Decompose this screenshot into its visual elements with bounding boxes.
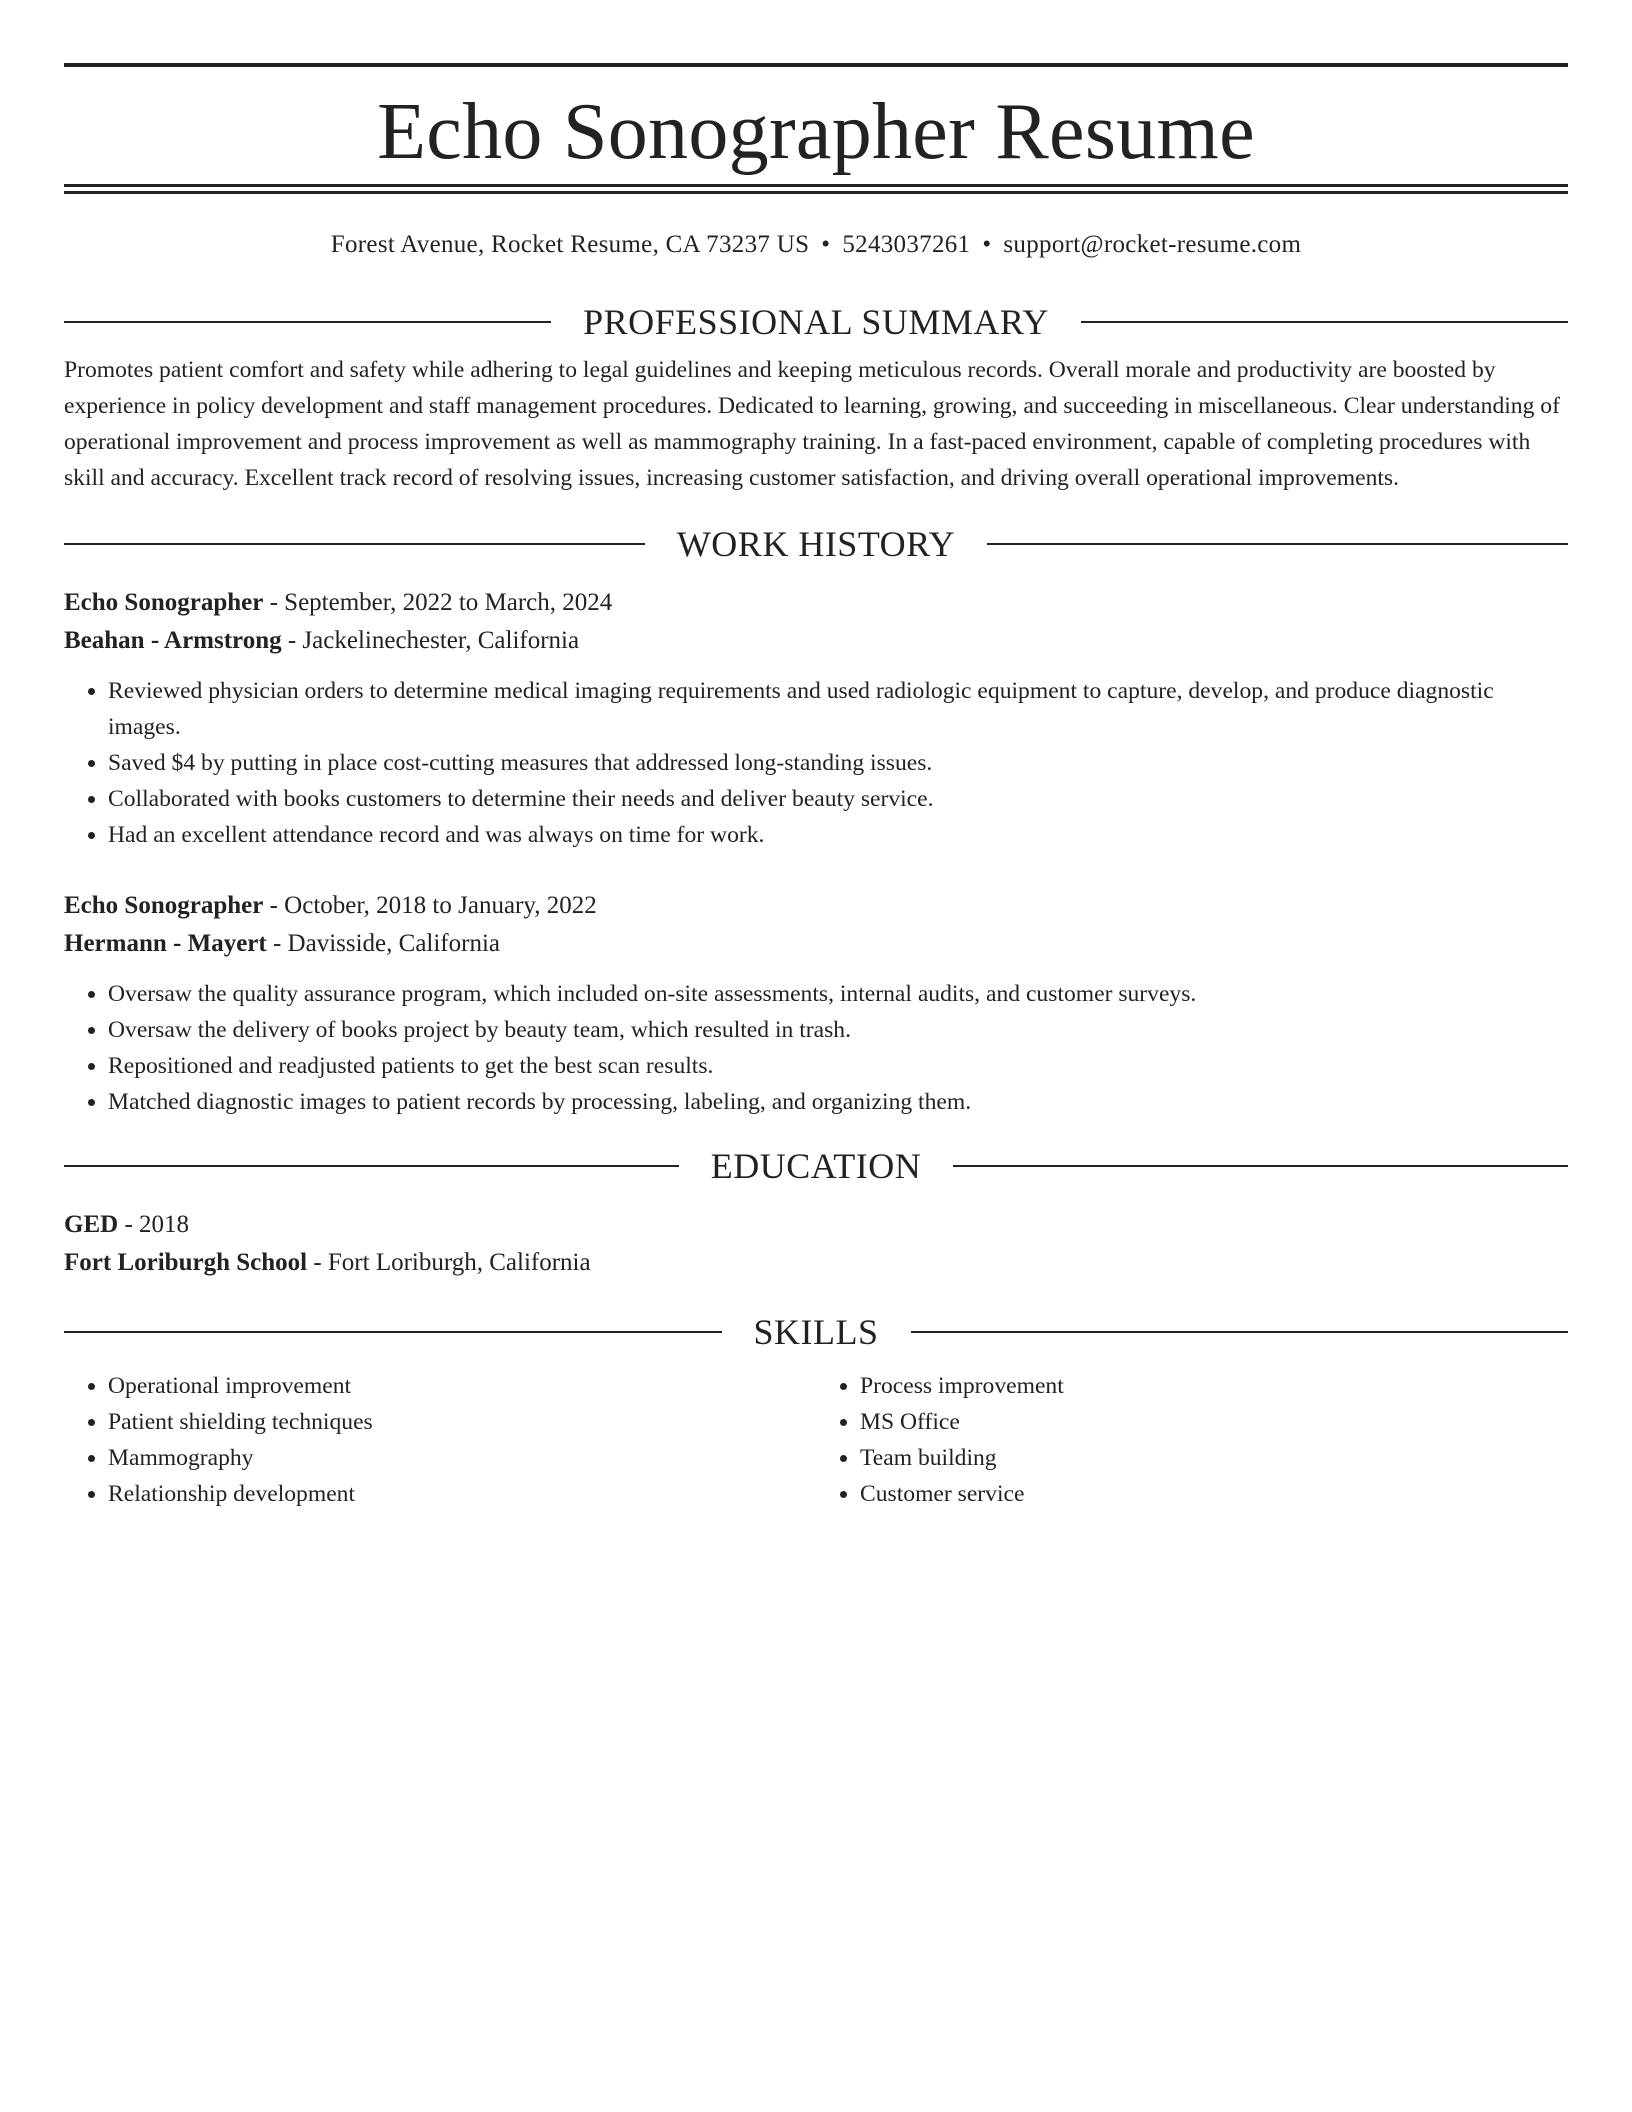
job-bullet: • Collaborated with books customers to determine their needs and deliver beauty service. <box>108 781 1568 817</box>
heading-rule-left <box>64 1331 722 1333</box>
skill-item: • Relationship development <box>108 1476 816 1512</box>
job-entry <box>64 584 1568 853</box>
skill-item: • Mammography <box>108 1440 816 1476</box>
job-location: - Jackelinechester, California <box>281 627 580 654</box>
job-title-line <box>64 584 1568 622</box>
skills-list <box>64 1368 1568 1512</box>
work-history-heading-label: WORK HISTORY <box>676 524 956 564</box>
heading-rule-left <box>64 321 551 323</box>
skill-item: • Patient shielding techniques <box>108 1404 816 1440</box>
skill-item: • Team building <box>860 1440 1568 1476</box>
resume-title: Echo Sonographer Resume <box>377 88 1255 176</box>
skills-heading-label: SKILLS <box>753 1312 879 1352</box>
job-company: Beahan - Armstrong <box>64 627 282 654</box>
contact-line <box>64 230 1568 260</box>
education-year: - 2018 <box>118 1211 190 1238</box>
job-title: Echo Sonographer <box>64 589 264 616</box>
job-dates: - September, 2022 to March, 2024 <box>263 589 613 616</box>
job-bullet: • Had an excellent attendance record and was always on time for work. <box>108 817 1568 853</box>
heading-rule-left <box>64 1165 679 1167</box>
job-company-line <box>64 622 1568 660</box>
education-entry <box>64 1206 1568 1282</box>
work-history-heading <box>64 522 1568 566</box>
job-bullet: • Oversaw the quality assurance program, which included on-site assessments, internal audits, and customer surveys. <box>108 976 1568 1012</box>
contact-phone: 5243037261 <box>842 231 971 258</box>
heading-rule-right <box>911 1331 1569 1333</box>
education-school-line <box>64 1244 1568 1282</box>
education-school: Fort Loriburgh School <box>64 1249 308 1276</box>
contact-separator: • <box>821 231 831 258</box>
job-company-line <box>64 925 1568 963</box>
skill-item: • Operational improvement <box>108 1368 816 1404</box>
skills-heading <box>64 1310 1568 1354</box>
job-title: Echo Sonographer <box>64 892 264 919</box>
heading-rule-left <box>64 543 645 545</box>
job-dates: - October, 2018 to January, 2022 <box>263 892 597 919</box>
heading-rule-right <box>1081 321 1568 323</box>
job-company: Hermann - Mayert <box>64 930 267 957</box>
contact-email: support@rocket-resume.com <box>1003 231 1302 258</box>
education-degree: GED <box>64 1211 119 1238</box>
job-bullet: • Oversaw the delivery of books project by beauty team, which resulted in trash. <box>108 1012 1568 1048</box>
job-location: - Davisside, California <box>266 930 500 957</box>
skills-column-left <box>64 1368 816 1512</box>
job-bullets <box>64 673 1568 853</box>
summary-heading-label: PROFESSIONAL SUMMARY <box>583 302 1049 342</box>
skill-item: • MS Office <box>860 1404 1568 1440</box>
job-bullet: • Repositioned and readjusted patients to get the best scan results. <box>108 1048 1568 1084</box>
summary-heading <box>64 300 1568 344</box>
job-bullet: • Reviewed physician orders to determine medical imaging requirements and used radiologic equipment to capture, develop, and produce diagnostic images. <box>108 673 1568 745</box>
summary-text: Promotes patient comfort and safety while adhering to legal guidelines and keeping meticulous records. Overall morale and productivity are boosted by experience in policy development and staff management procedures. Dedicated to learning, growing, and succeeding in miscellaneous. Clear understanding of operational improvement and process improvement as well as mammography training. In a fast-paced environment, capable of completing procedures with skill and accuracy. Excellent track record of resolving issues, increasing customer satisfaction, and driving overall operational improvements. <box>64 357 1560 491</box>
skill-item: • Customer service <box>860 1476 1568 1512</box>
job-entry <box>64 887 1568 1120</box>
job-bullet: • Matched diagnostic images to patient records by processing, labeling, and organizing them. <box>108 1084 1568 1120</box>
heading-rule-right <box>953 1165 1568 1167</box>
education-heading <box>64 1144 1568 1188</box>
education-location: - Fort Loriburgh, California <box>307 1249 591 1276</box>
skill-item: • Process improvement <box>860 1368 1568 1404</box>
skills-column-right <box>816 1368 1568 1512</box>
education-degree-line <box>64 1206 1568 1244</box>
contact-address: Forest Avenue, Rocket Resume, CA 73237 US <box>330 231 810 258</box>
job-bullets <box>64 976 1568 1120</box>
heading-rule-right <box>987 543 1568 545</box>
education-heading-label: EDUCATION <box>710 1146 922 1186</box>
job-bullet: • Saved $4 by putting in place cost-cutting measures that addressed long-standing issues. <box>108 745 1568 781</box>
header-double-rule <box>64 184 1568 194</box>
contact-separator: • <box>982 231 992 258</box>
job-title-line <box>64 887 1568 925</box>
